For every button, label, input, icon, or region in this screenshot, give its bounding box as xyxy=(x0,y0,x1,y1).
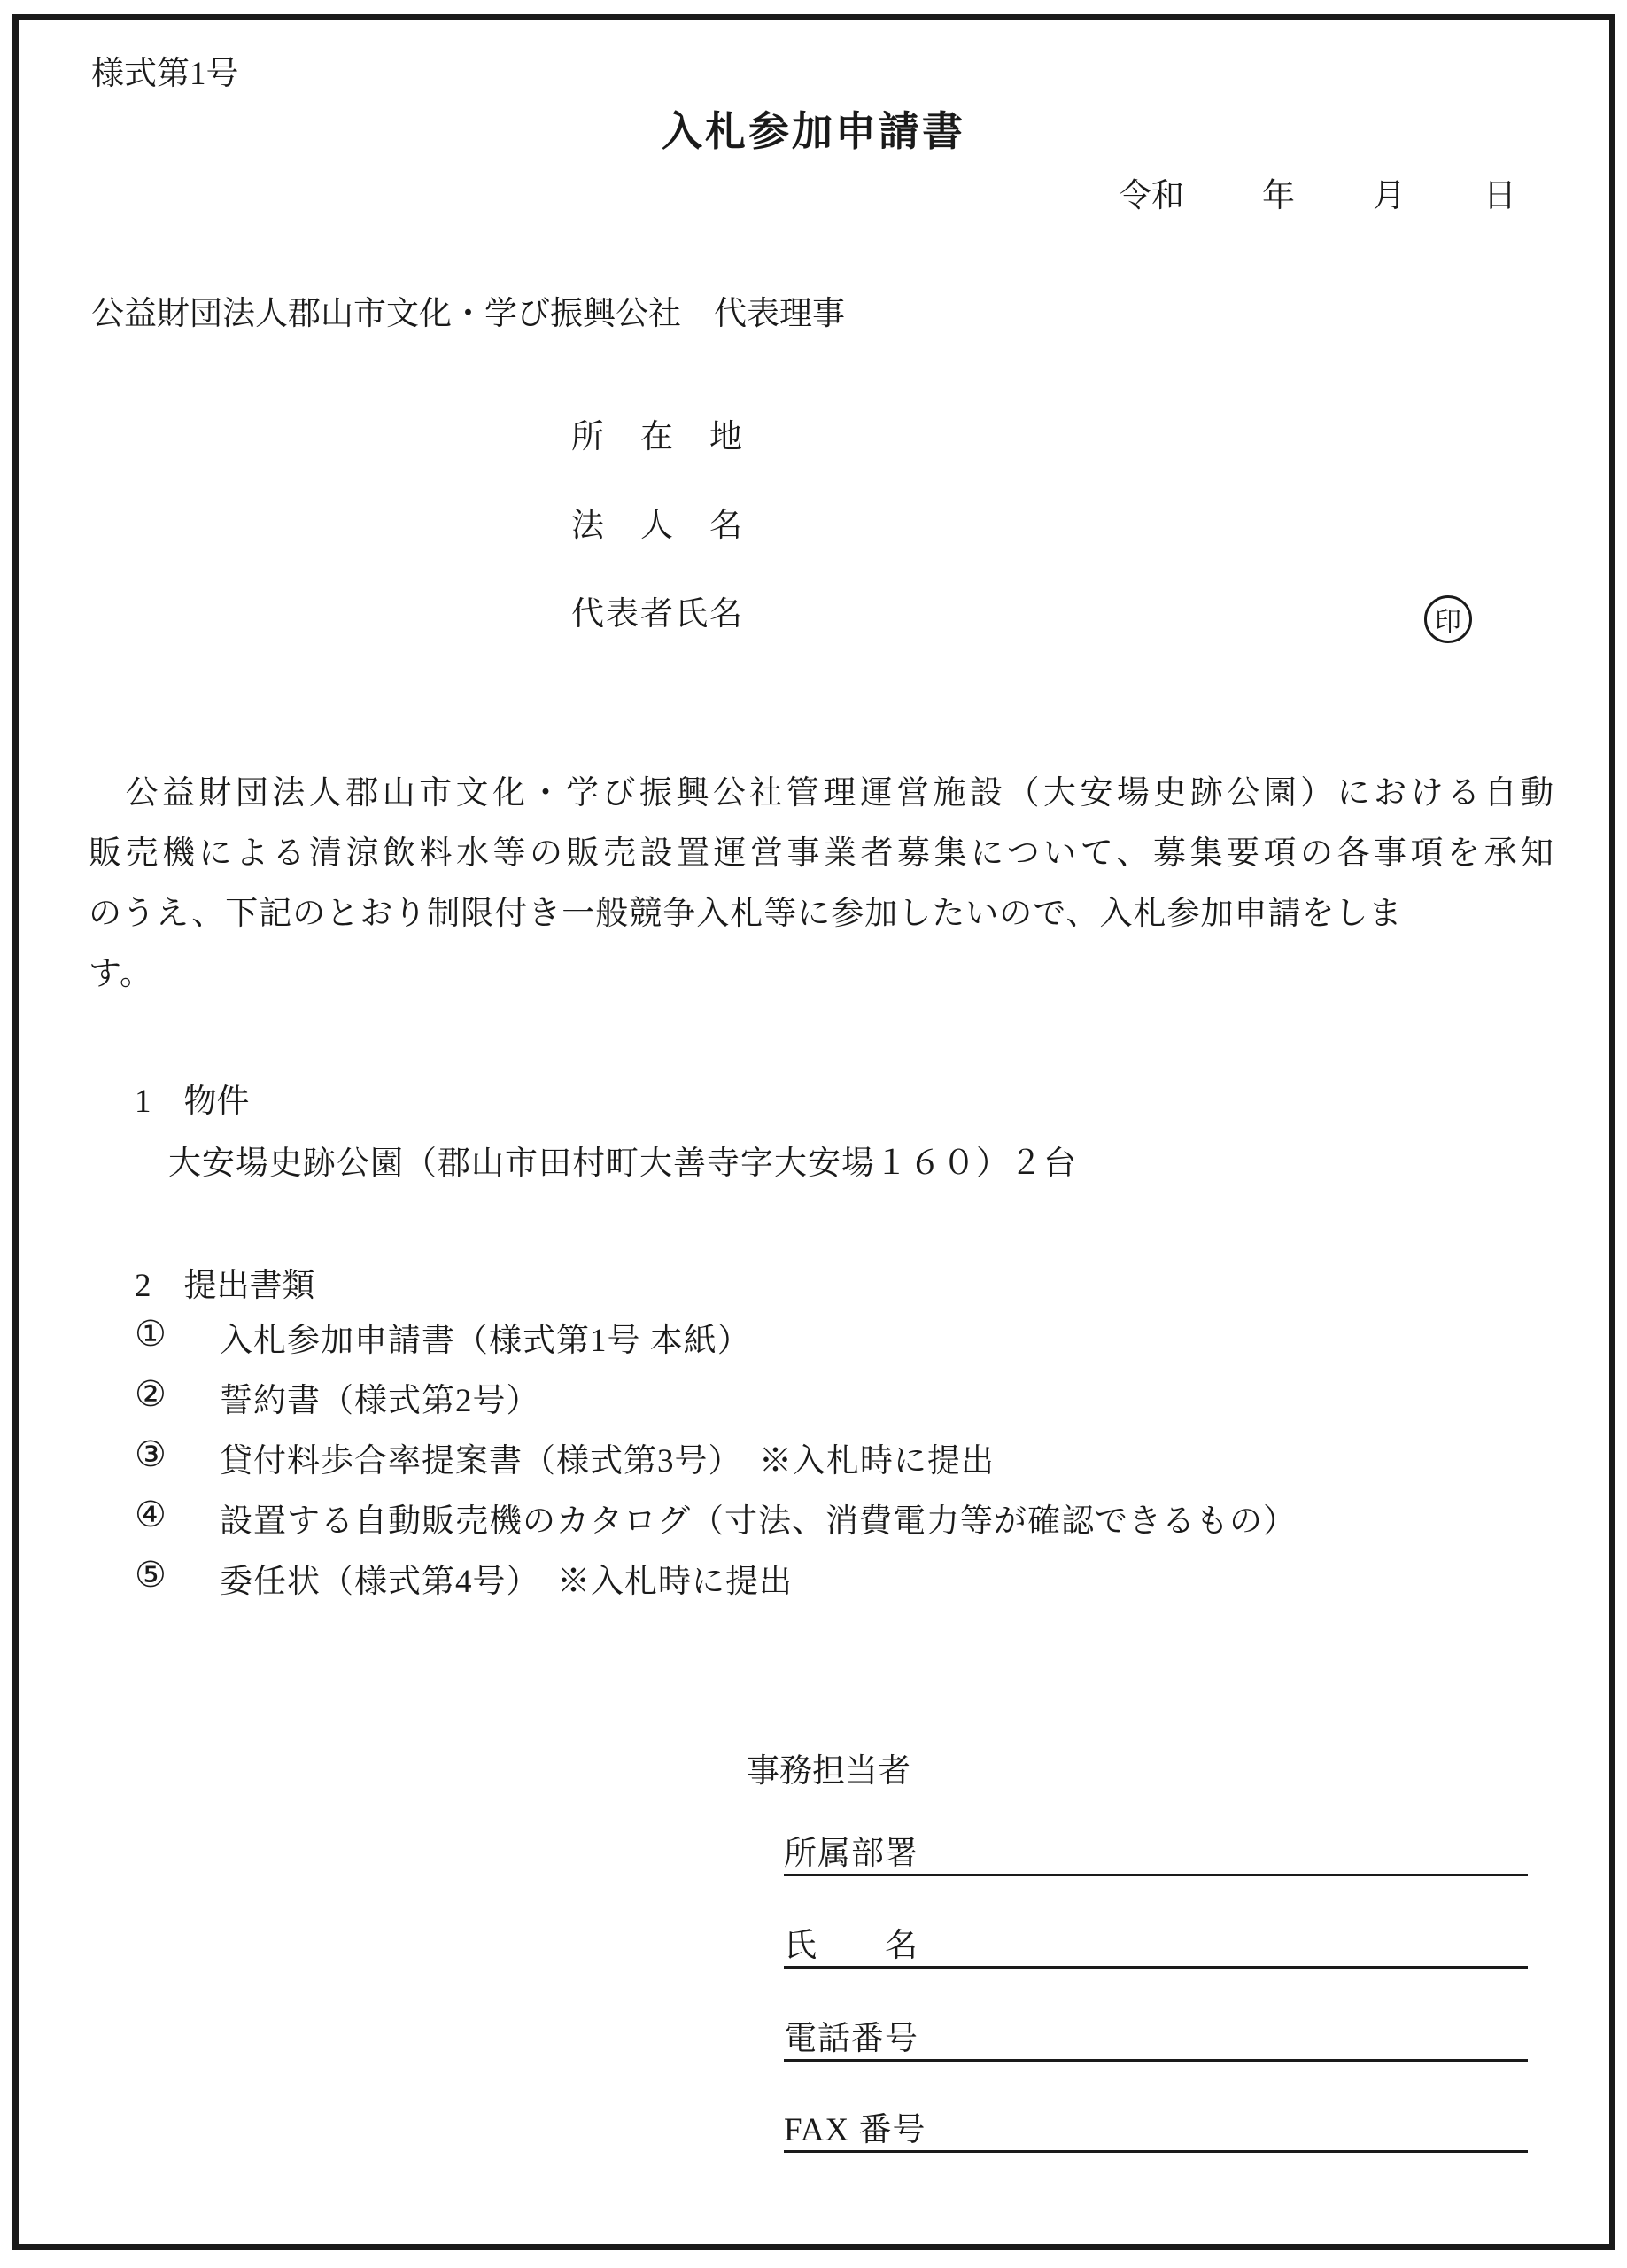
date-era-label: 令和 xyxy=(1119,178,1184,214)
date-year-label: 年 xyxy=(1262,178,1295,214)
document-item xyxy=(135,1494,1297,1542)
contact-section-heading: 事務担当者 xyxy=(747,1753,910,1790)
contact-name-label: 氏 名 xyxy=(784,1928,918,1964)
document-item xyxy=(135,1433,995,1481)
item-number-icon: ① xyxy=(135,1314,167,1354)
date-month-label: 月 xyxy=(1373,178,1406,214)
contact-name-blank xyxy=(784,1927,1528,1969)
contact-fax-label: FAX 番号 xyxy=(784,2112,926,2148)
item-text: 入札参加申請書（様式第1号 本紙） xyxy=(220,1323,751,1359)
applicant-address-label: 所 在 地 xyxy=(571,419,744,455)
seal-mark-icon xyxy=(1424,595,1472,643)
section1-property-line: 大安場史跡公園（郡山市田村町大善寺字大安場１６０）２台 xyxy=(168,1146,1077,1182)
contact-department-blank xyxy=(784,1835,1528,1876)
item-text: 委任状（様式第4号） ※入札時に提出 xyxy=(220,1564,793,1600)
item-number-icon: ⑤ xyxy=(135,1555,167,1595)
page-border-frame xyxy=(12,14,1615,2250)
document-item xyxy=(135,1554,793,1602)
seal-character: 印 xyxy=(1435,608,1461,637)
body-line: 公益財団法人郡山市文化・学び振興公社管理運営施設（大安場史跡公園）における自動 xyxy=(89,775,1554,812)
section1-heading: 1 物件 xyxy=(135,1084,250,1120)
document-item xyxy=(135,1373,540,1421)
applicant-corp-name-label: 法 人 名 xyxy=(571,508,744,544)
item-number-icon: ② xyxy=(135,1374,167,1414)
document-title: 入札参加申請書 xyxy=(662,109,965,154)
date-line xyxy=(1119,168,1516,216)
contact-department-label: 所属部署 xyxy=(784,1836,918,1872)
item-text: 設置する自動販売機のカタログ（寸法、消費電力等が確認できるもの） xyxy=(220,1503,1297,1540)
contact-phone-blank xyxy=(784,2020,1528,2062)
applicant-representative-label: 代表者氏名 xyxy=(571,596,744,633)
contact-fax-blank xyxy=(784,2111,1528,2153)
body-paragraph xyxy=(89,764,1554,1005)
document-item xyxy=(135,1313,751,1361)
form-number: 様式第1号 xyxy=(91,56,239,92)
section2-heading: 2 提出書類 xyxy=(135,1268,315,1304)
addressee-line: 公益財団法人郡山市文化・学び振興公社 代表理事 xyxy=(91,296,845,332)
item-number-icon: ③ xyxy=(135,1434,167,1474)
body-line: のうえ、下記のとおり制限付き一般競争入札等に参加したいので、入札参加申請をしま xyxy=(89,896,1403,932)
contact-phone-label: 電話番号 xyxy=(784,2021,918,2057)
item-number-icon: ④ xyxy=(135,1495,167,1534)
date-day-label: 日 xyxy=(1484,178,1516,214)
body-line: す。 xyxy=(89,956,154,992)
item-text: 貸付料歩合率提案書（様式第3号） ※入札時に提出 xyxy=(220,1443,995,1480)
item-text: 誓約書（様式第2号） xyxy=(220,1383,540,1419)
body-line: 販売機による清涼飲料水等の販売設置運営事業者募集について、募集要項の各事項を承知 xyxy=(89,835,1554,872)
